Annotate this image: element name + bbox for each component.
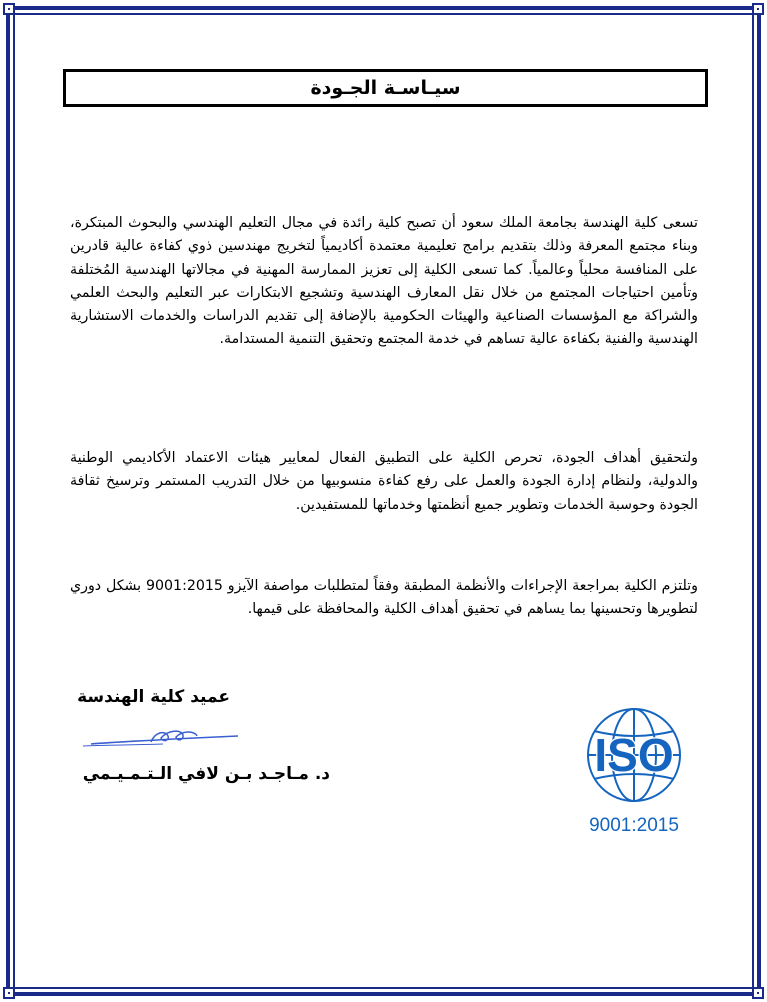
page-title: سيـاسـة الجـودة <box>63 69 708 107</box>
iso-standard: 9001:2015 <box>589 815 679 836</box>
signatory-name: د. مـاجـد بـن لافي الـتـمـيـمي <box>82 764 330 784</box>
signatory-title: عميد كلية الهندسة <box>77 687 230 707</box>
iso-9001-logo <box>566 705 706 840</box>
paragraph-iso-commitment: وتلتزم الكلية بمراجعة الإجراءات والأنظمة المطبقة وفقاً لمتطلبات مواصفة الآيزو 9001:2015 بشكل دوري لتطويرها وتحسينها بما يساهم في تحقيق أهداف الكلية والمحافظة على قيمها. <box>70 578 698 618</box>
signature-scribble <box>73 724 251 750</box>
corner-ornament-top-left <box>3 3 15 15</box>
paragraph-vision: تسعى كلية الهندسة بجامعة الملك سعود أن تصبح كلية رائدة في مجال التعليم الهندسي والبحوث المبتكرة، وبناء مجتمع المعرفة وذلك بتقديم برامج تعليمية معتمدة أكاديمياً لتخريج مهندسين ذوي كفاءة عالية قادرين على المنافسة محلياً وعالمياً. كما تسعى الكلية إلى تعزيز الممارسة المهنية في مجالاتها الهندسية المُختلفة وتأمين احتياجات المجتمع من خلال نقل المعارف الهندسية وتشجيع الابتكارات عبر التعليم والبحث العلمي والشراكة مع المؤسسات الصناعية والهيئات الحكومية بالإضافة إلى تقديم الدراسات والخدمات الاستشارية الهندسية والفنية بكفاءة عالية تساهم في خدمة المجتمع وتحقيق التنمية المستدامة. <box>70 215 698 348</box>
paragraph-quality-goals: ولتحقيق أهداف الجودة، تحرص الكلية على التطبيق الفعال لمعايير هيئات الاعتماد الأكاديمي الوطنية والدولية، ولنظام إدارة الجودة والعمل على رفع كفاءة منسوبيها من خلال التدريب المستمر وترسيخ ثقافة الجودة وحوسبة الخدمات وتطوير جميع أنظمتها وخدماتها للمستفيدين. <box>70 450 698 513</box>
corner-ornament-bottom-left <box>3 987 15 999</box>
iso-label: ISO <box>594 729 674 781</box>
corner-ornament-bottom-right <box>752 987 764 999</box>
corner-ornament-top-right <box>752 3 764 15</box>
